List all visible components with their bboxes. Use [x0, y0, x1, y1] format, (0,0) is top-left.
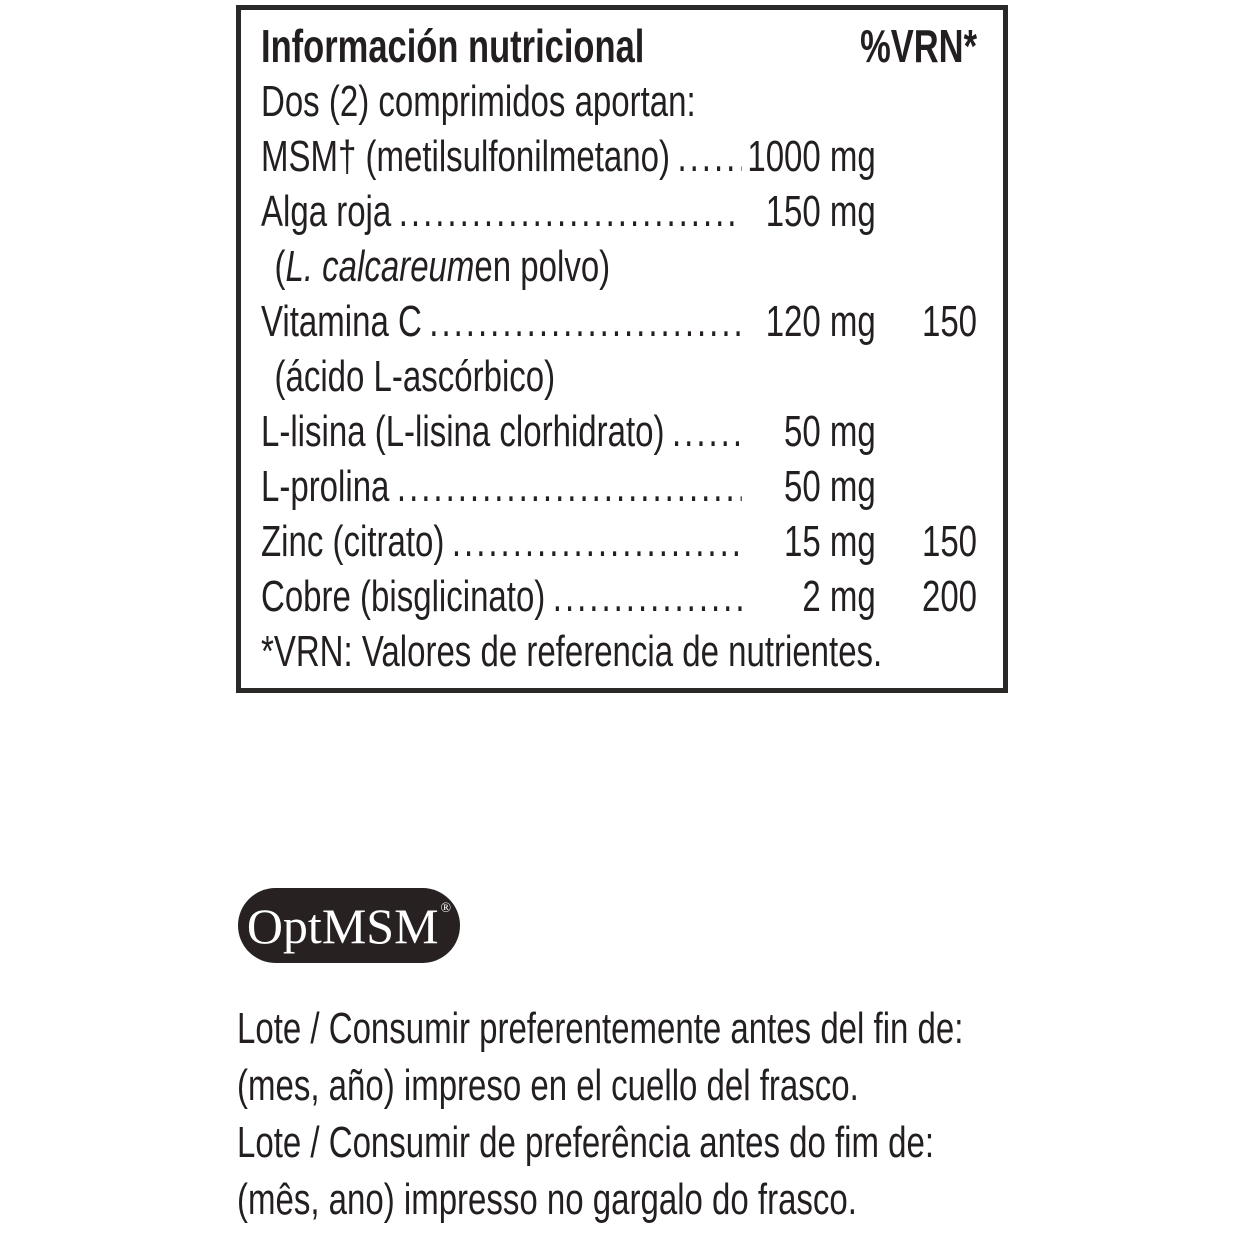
lot-line-spanish-2: (mes, año) impreso en el cuello del frasco.	[237, 1061, 859, 1110]
nutrient-row-vitamina-c	[261, 294, 977, 349]
nutrient-row-zinc	[261, 514, 977, 569]
nutrient-amount: 2 mg	[802, 572, 876, 621]
nutrient-subrow-vitamin-c-form	[261, 349, 977, 404]
nutrient-name: Zinc (citrato)	[261, 517, 445, 566]
dot-leader	[429, 294, 741, 349]
nutrient-name: Vitamina C	[261, 297, 422, 346]
optmsm-logo-badge	[238, 888, 460, 963]
vrn-footnote-text: *VRN: Valores de referencia de nutrientes.	[261, 627, 883, 676]
serving-line	[261, 74, 977, 129]
nutrient-row-alga-roja	[261, 184, 977, 239]
subrow-species-name: L. calcareum	[285, 242, 475, 291]
vrn-column-header: %VRN*	[860, 20, 978, 72]
nutrient-row-l-prolina	[261, 459, 977, 514]
nutrient-amount: 150 mg	[765, 187, 876, 236]
registered-trademark-icon: ®	[440, 901, 452, 916]
nutrient-name: Alga roja	[261, 187, 392, 236]
nutrient-row-l-lisina	[261, 404, 977, 459]
dot-leader	[452, 514, 742, 569]
lot-expiry-block	[237, 1000, 1243, 1228]
nutrient-amount: 120 mg	[765, 297, 876, 346]
dot-leader	[397, 459, 742, 514]
lot-line-portuguese-1: Lote / Consumir de preferência antes do fim de:	[237, 1118, 935, 1167]
nutrient-amount: 1000 mg	[747, 132, 876, 181]
subrow-prefix: (	[274, 242, 286, 291]
lot-line-portuguese-2: (mês, ano) impresso no gargalo do frasco.	[237, 1175, 857, 1224]
vrn-footnote	[261, 624, 977, 679]
dot-leader	[399, 184, 742, 239]
nutrition-facts-panel	[236, 5, 1008, 693]
panel-header-row	[261, 19, 977, 74]
nutrient-row-msm	[261, 129, 977, 184]
dot-leader	[677, 129, 741, 184]
dot-leader	[553, 569, 742, 624]
nutrient-vrn: 200	[921, 572, 978, 621]
nutrient-row-cobre	[261, 569, 977, 624]
dot-leader	[672, 404, 742, 459]
nutrient-vrn: 150	[921, 297, 978, 346]
serving-text: Dos (2) comprimidos aportan:	[261, 77, 696, 126]
nutrient-amount: 50 mg	[784, 462, 876, 511]
nutrient-name: Cobre (bisglicinato)	[261, 572, 546, 621]
nutrient-name: MSM† (metilsulfonilmetano)	[261, 132, 670, 181]
nutrient-name: L-prolina	[261, 462, 390, 511]
lot-line-spanish-1: Lote / Consumir preferentemente antes del fin de:	[237, 1004, 964, 1053]
nutrient-amount: 15 mg	[784, 517, 876, 566]
nutrient-vrn: 150	[921, 517, 978, 566]
panel-title: Información nutricional	[261, 20, 645, 72]
nutrient-name: L-lisina (L-lisina clorhidrato)	[261, 407, 665, 456]
optmsm-logo-text: OptMSM	[246, 897, 439, 954]
nutrient-subrow-alga-source	[261, 239, 977, 294]
subrow-text: (ácido L-ascórbico)	[274, 352, 556, 401]
nutrient-amount: 50 mg	[784, 407, 876, 456]
subrow-suffix: en polvo)	[474, 242, 611, 291]
